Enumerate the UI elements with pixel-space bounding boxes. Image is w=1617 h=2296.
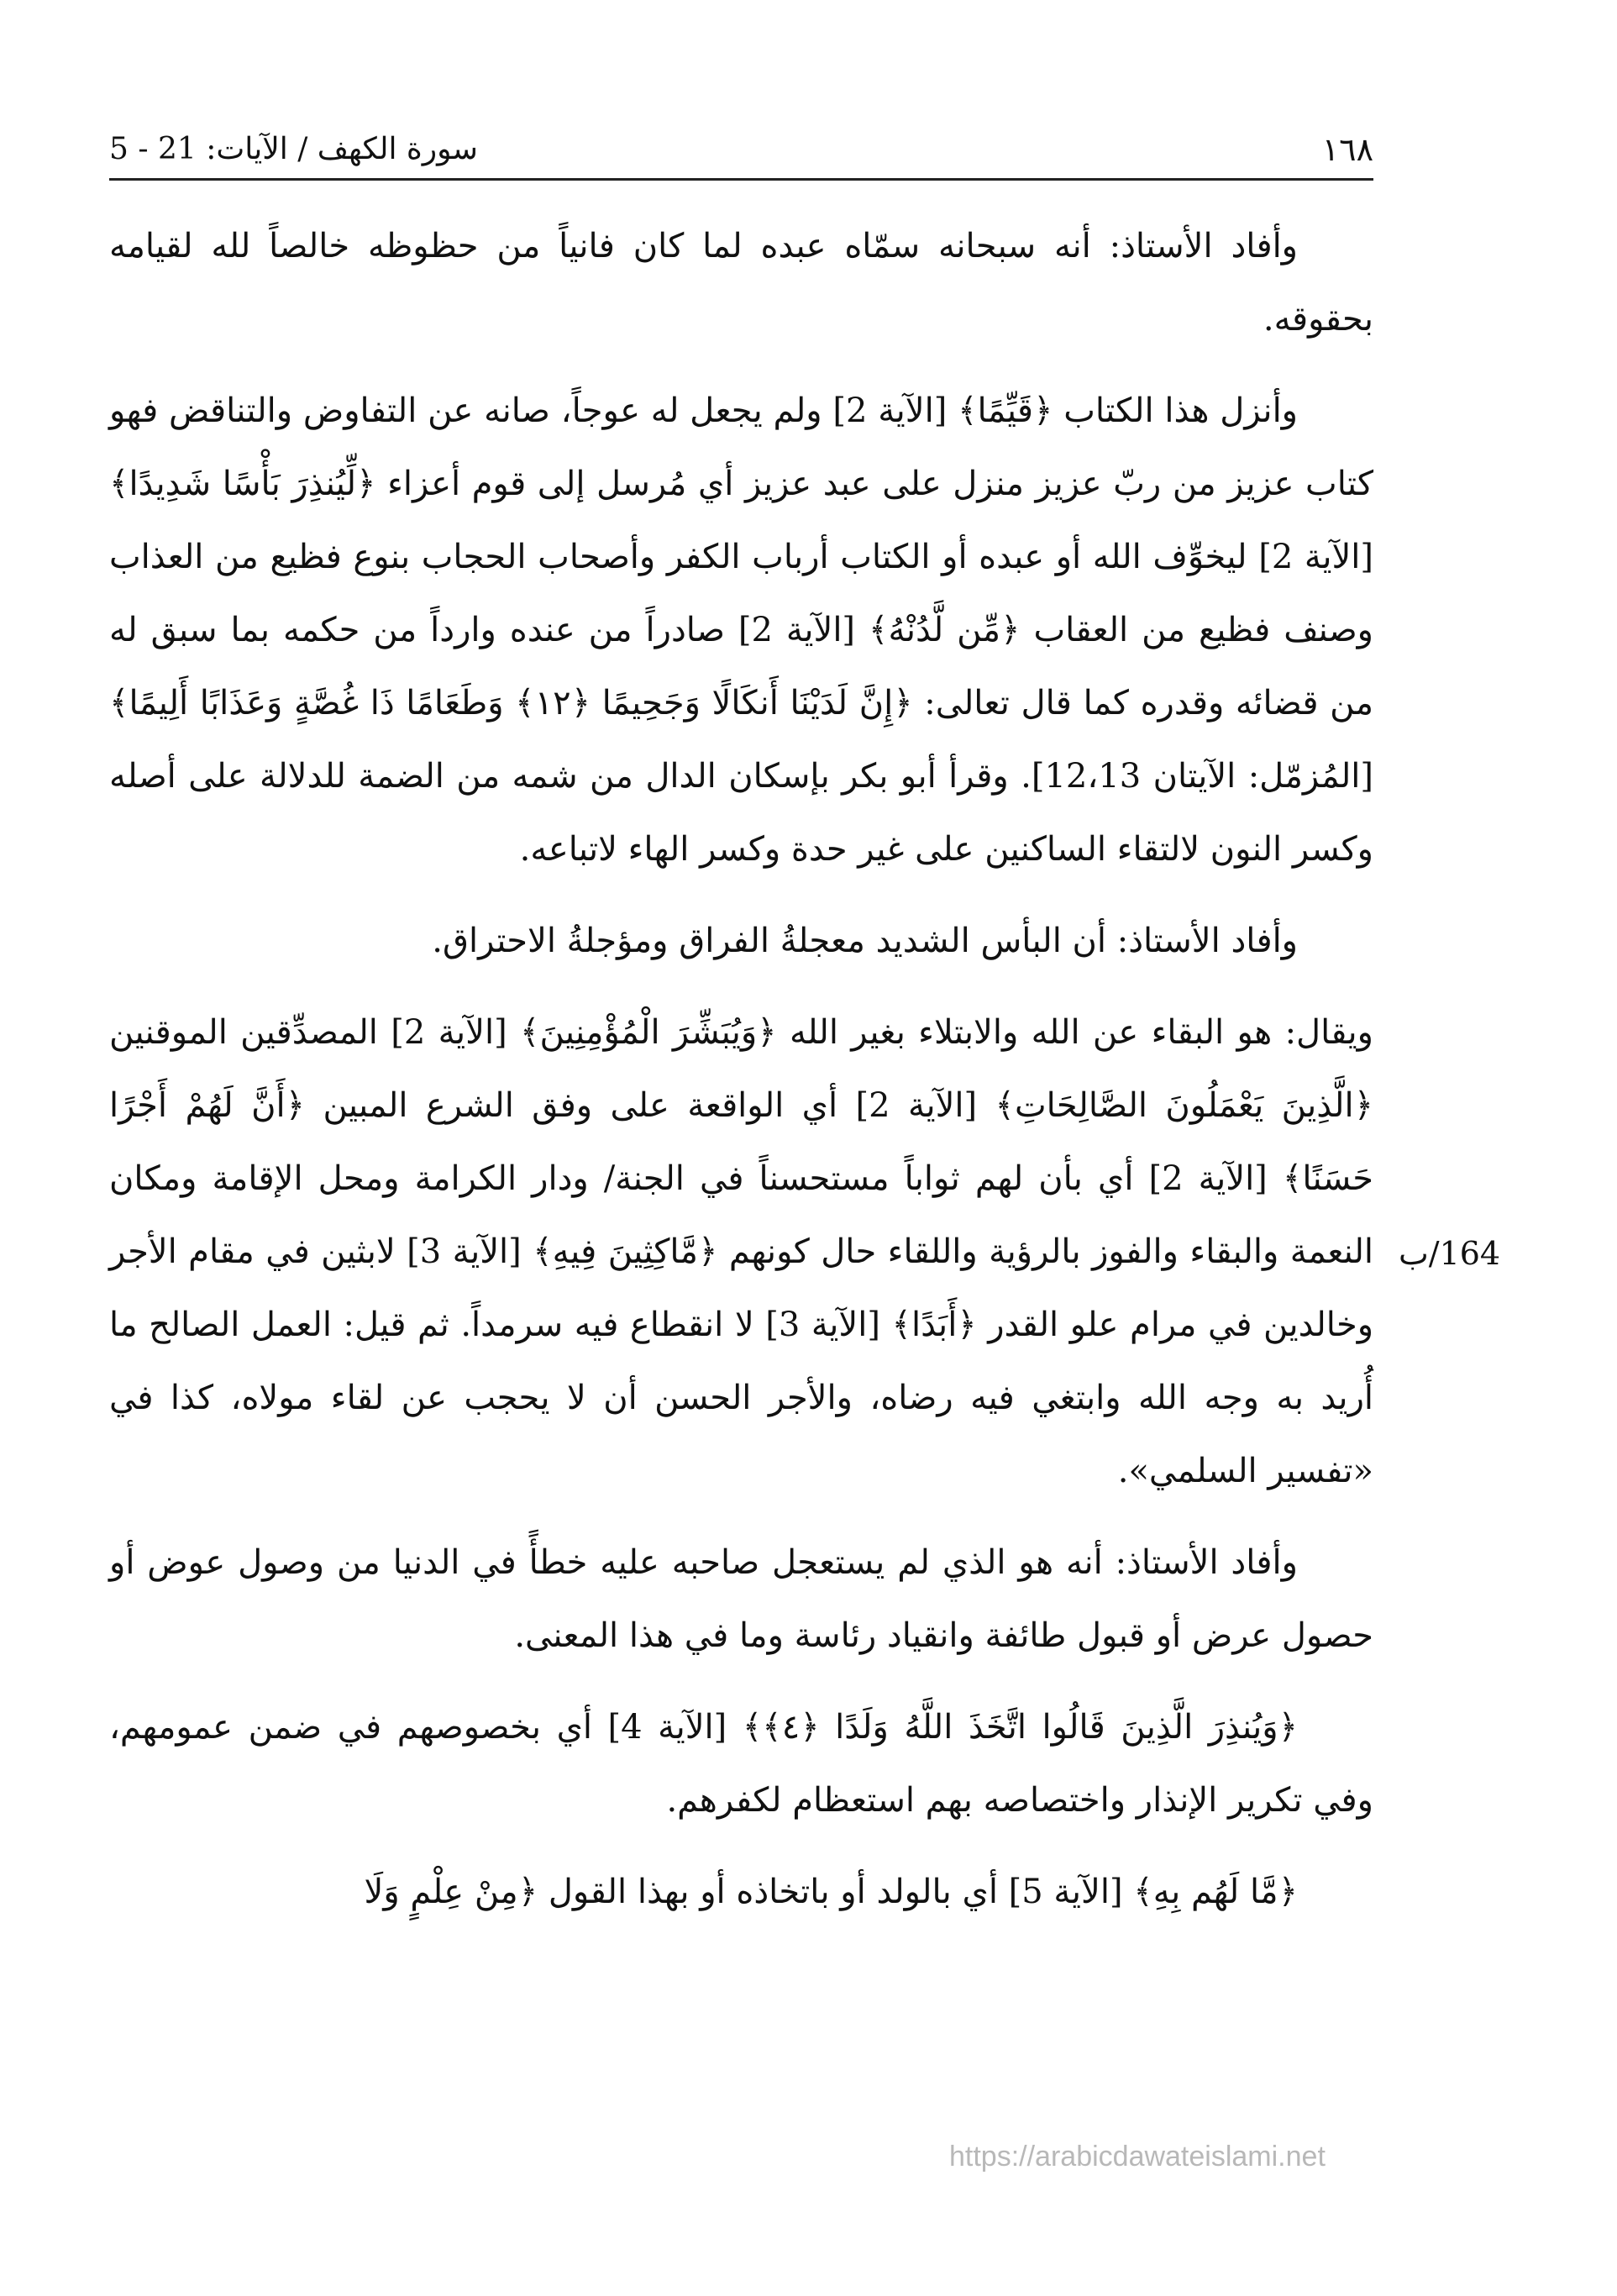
body-text [109, 210, 1373, 1947]
header-divider [109, 178, 1373, 181]
paragraph-3: وأفاد الأستاذ: أن البأس الشديد معجلةُ الفراق ومؤجلةُ الاحتراق. [432, 922, 1298, 960]
paragraph-5: وأفاد الأستاذ: أنه هو الذي لم يستعجل صاحبه عليه خطأً في الدنيا من وصول عوض أو حصول عرض أو قبول طائفة وانقياد رئاسة وما في هذا المعنى. [109, 1543, 1373, 1655]
paragraph-4: ويقال: هو البقاء عن الله والابتلاء بغير الله ﴿وَيُبَشِّرَ الْمُؤْمِنِينَ﴾ [الآية 2] المصدِّقين الموقنين ﴿الَّذِينَ يَعْمَلُونَ الصَّالِحَاتِ﴾ [الآية 2] أي الواقعة على وفق الشرع المبين ﴿أَنَّ لَهُمْ أَجْرًا حَسَنًا﴾ [الآية 2] أي بأن لهم ثواباً مستحسناً في الجنة/ ودار الكرامة ومحل الإقامة ومكان النعمة والبقاء والفوز بالرؤية واللقاء حال كونهم ﴿مَّاكِثِينَ فِيهِ﴾ [الآية 3] لابثين في مقام الأجر وخالدين في مرام علو القدر ﴿أَبَدًا﴾ [الآية 3] لا انقطاع فيه سرمداً. ثم قيل: العمل الصالح ما أُريد به وجه الله وابتغي فيه رضاه، والأجر الحسن أن لا يحجب عن لقاء مولاه، كذا في «تفسير السلمي». [109, 1013, 1374, 1490]
manuscript-folio-note: 164/ب [1399, 1235, 1501, 1272]
running-header [109, 124, 1373, 175]
paragraph-6: ﴿وَيُنذِرَ الَّذِينَ قَالُوا اتَّخَذَ اللَّهُ وَلَدًا ﴿٤﴾﴾ [الآية 4] أي بخصوصهم في ضمن عمومهم، وفي تكرير الإنذار واختصاصه بهم استعظام لكفرهم. [109, 1708, 1373, 1820]
running-title: سورة الكهف / الآيات: 21 - 5 [109, 132, 478, 166]
watermark-url: https://arabicdawateislami.net [949, 2141, 1326, 2173]
paragraph-2: وأنزل هذا الكتاب ﴿قَيِّمًا﴾ [الآية 2] ولم يجعل له عوجاً، صانه عن التفاوض والتناقض فهو كتاب عزيز من ربّ عزيز منزل على عبد عزيز أي مُرسل إلى قوم أعزاء ﴿لِّيُنذِرَ بَأْسًا شَدِيدًا﴾ [الآية 2] ليخوِّف الله أو عبده أو الكتاب أرباب الكفر وأصحاب الحجاب بنوع فظيع من العذاب وصنف فظيع من العقاب ﴿مِّن لَّدُنْهُ﴾ [الآية 2] صادراً من عنده وارداً من حكمه بما سبق له من قضائه وقدره كما قال تعالى: ﴿إِنَّ لَدَيْنَا أَنكَالًا وَجَحِيمًا ﴿١٢﴾ وَطَعَامًا ذَا غُصَّةٍ وَعَذَابًا أَلِيمًا﴾ [المُزمّل: الآيتان 12،13]. وقرأ أبو بكر بإسكان الدال من شمه من الضمة للدلالة على أصله وكسر النون لالتقاء الساكنين على غير حدة وكسر الهاء لاتباعه. [109, 391, 1373, 869]
page-number: ١٦٨ [1321, 131, 1373, 168]
paragraph-7: ﴿مَّا لَهُم بِهِ﴾ [الآية 5] أي بالولد أو باتخاذه أو بهذا القول ﴿مِنْ عِلْمٍ وَلَا [364, 1873, 1298, 1911]
paragraph-1: وأفاد الأستاذ: أنه سبحانه سمّاه عبده لما كان فانياً من حظوظه خالصاً لله لقيامه بحقوقه. [109, 227, 1373, 339]
